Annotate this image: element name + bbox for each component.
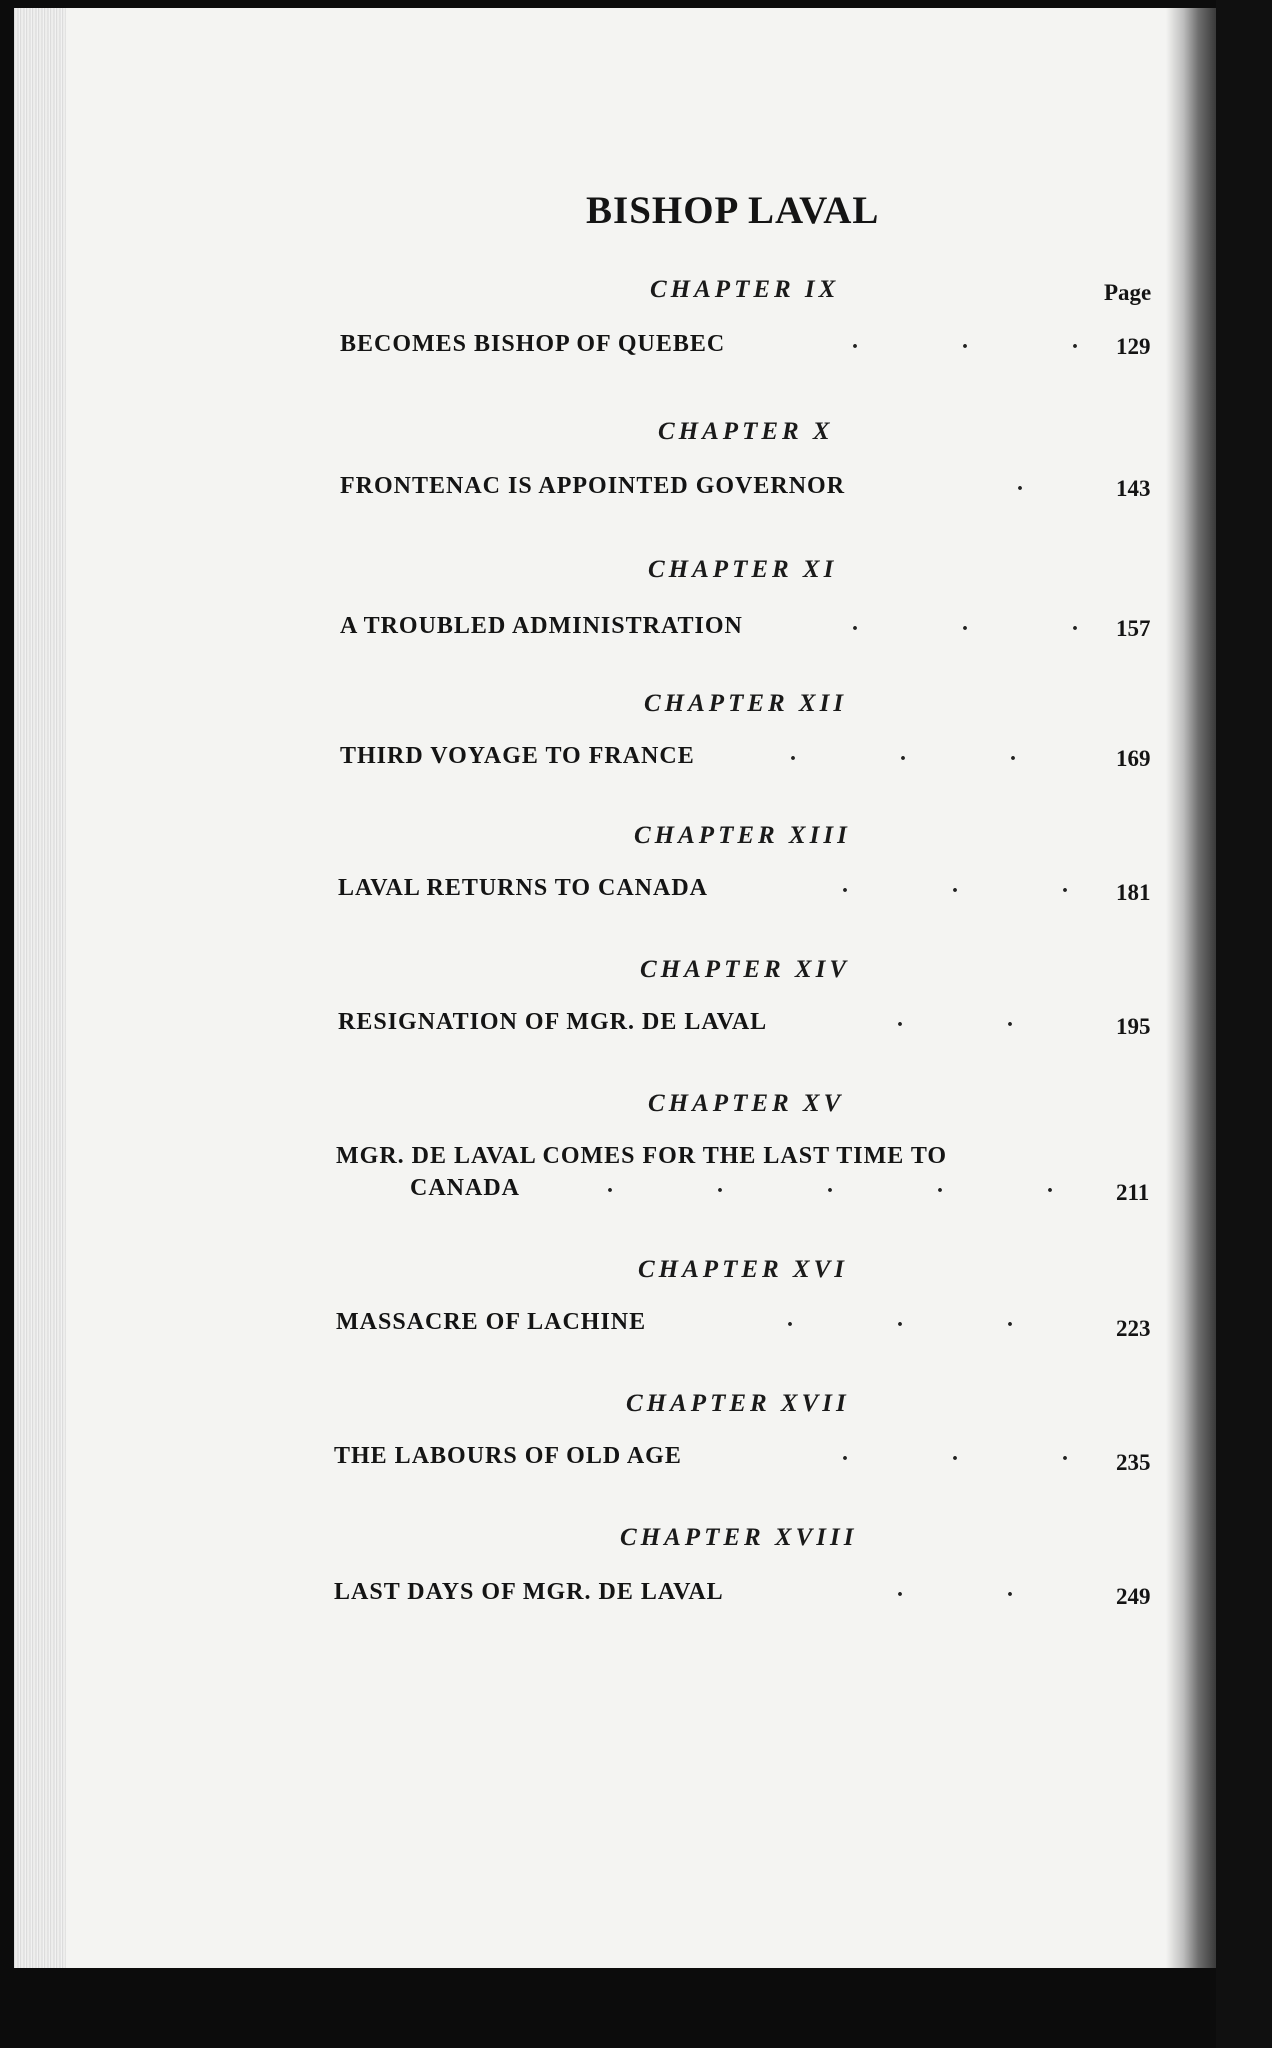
scan-border-right xyxy=(1216,0,1272,2048)
dot-leader: . . . xyxy=(790,740,1016,766)
chapter-label: CHAPTER XVIII xyxy=(620,1524,858,1551)
chapter-label: CHAPTER XIII xyxy=(634,822,851,849)
chapter-label: CHAPTER X xyxy=(658,418,834,445)
dot-leader: . . xyxy=(897,1006,1013,1032)
dot-leader: . . . . . xyxy=(607,1172,1053,1198)
chapter-label: CHAPTER XIV xyxy=(640,956,851,983)
toc-entry: THIRD VOYAGE TO FRANCE xyxy=(340,743,695,769)
binding-gutter xyxy=(1166,8,1216,1968)
dot-leader: . . . xyxy=(842,1440,1068,1466)
chapter-label: CHAPTER XV xyxy=(648,1090,845,1117)
toc-entry: A TROUBLED ADMINISTRATION xyxy=(340,613,743,639)
toc-entry: MASSACRE OF LACHINE xyxy=(336,1309,647,1335)
page-number: 223 xyxy=(1116,1316,1151,1341)
dot-leader: . . xyxy=(897,1576,1013,1602)
page-number: 181 xyxy=(1116,880,1151,905)
toc-entry-continuation: CANADA xyxy=(410,1175,520,1201)
toc-entry: LAST DAYS OF MGR. DE LAVAL xyxy=(334,1579,724,1605)
page-number: 129 xyxy=(1116,334,1151,359)
page-number: 235 xyxy=(1116,1450,1151,1475)
page-column-heading: Page xyxy=(1104,280,1152,305)
dot-leader: . . . xyxy=(852,328,1078,354)
toc-entry-line: MGR. DE LAVAL COMES FOR THE LAST TIME TO xyxy=(336,1143,948,1169)
dot-leader: . . . xyxy=(842,872,1068,898)
chapter-label: CHAPTER XVI xyxy=(638,1256,849,1283)
chapter-label: CHAPTER XII xyxy=(644,690,848,717)
page-number: 195 xyxy=(1116,1014,1151,1039)
book-title: BISHOP LAVAL xyxy=(586,189,880,232)
page-number: 211 xyxy=(1116,1180,1150,1205)
page-number: 157 xyxy=(1116,616,1151,641)
dot-leader: . . . xyxy=(852,610,1078,636)
dot-leader: . . . xyxy=(787,1306,1013,1332)
page-number: 169 xyxy=(1116,746,1151,771)
paper-leaf xyxy=(14,8,1216,1968)
page-number: 249 xyxy=(1116,1584,1151,1609)
toc-entry: LAVAL RETURNS TO CANADA xyxy=(338,875,708,901)
scan-border-top xyxy=(0,0,1272,8)
chapter-label: CHAPTER IX xyxy=(650,276,840,303)
toc-entry: THE LABOURS OF OLD AGE xyxy=(334,1443,682,1469)
chapter-label: CHAPTER XI xyxy=(648,556,838,583)
toc-entry: RESIGNATION OF MGR. DE LAVAL xyxy=(338,1009,768,1035)
page-edges xyxy=(14,8,66,1968)
toc-entry: FRONTENAC IS APPOINTED GOVERNOR xyxy=(340,473,846,499)
page-number: 143 xyxy=(1116,476,1151,501)
dot-leader: . xyxy=(1017,470,1023,496)
toc-entry: BECOMES BISHOP OF QUEBEC xyxy=(340,331,726,357)
chapter-label: CHAPTER XVII xyxy=(626,1390,850,1417)
